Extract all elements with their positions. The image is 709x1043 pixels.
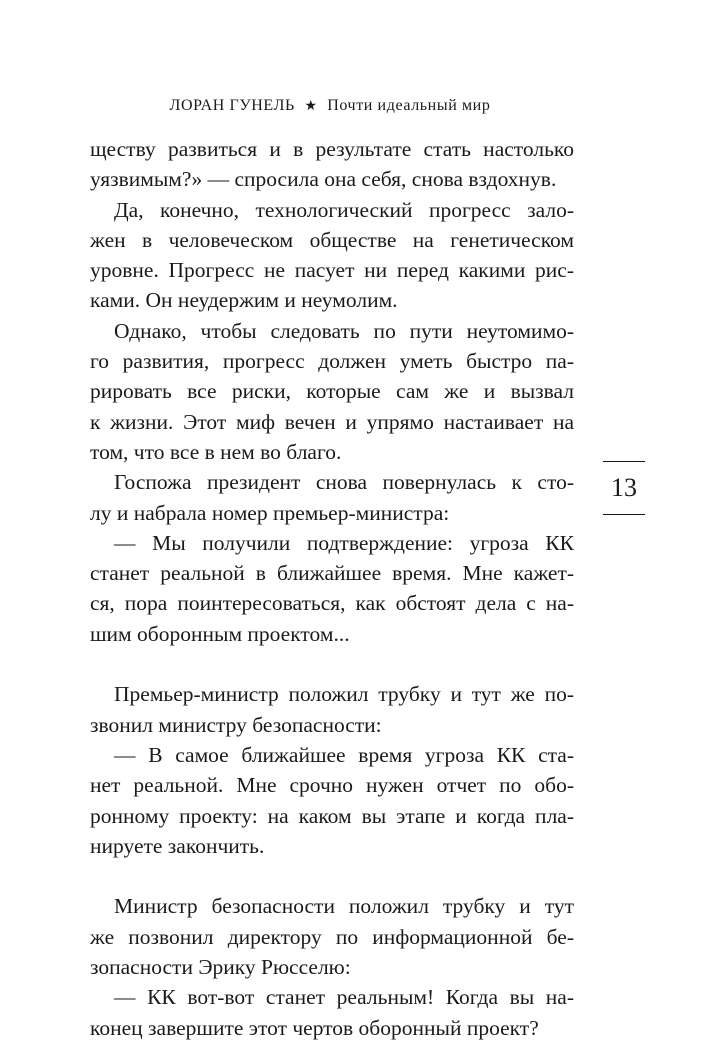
text-line: го развития, прогресс должен уметь быстро па- (90, 349, 574, 374)
text-line: же позвонил директору по информационной бе- (90, 924, 574, 949)
text-line: ронному проекту: на каком вы этапе и когда пла- (90, 803, 574, 828)
text-line: звонил министру безопасности: (90, 712, 382, 737)
text-line: том, что все в нем во благо. (90, 439, 342, 464)
running-header (90, 97, 570, 115)
text-line: — КК вот-вот станет реальным! Когда вы на- (114, 985, 574, 1010)
paragraph (90, 467, 574, 528)
text-line: Госпожа президент снова повернулась к сто- (114, 470, 574, 495)
text-line: лу и набрала номер премьер-министра: (90, 500, 450, 525)
text-line: ществу развиться и в результате стать настолько (90, 137, 574, 161)
text-line: ся, пора поинтересоваться, как обстоят дела с на- (90, 591, 574, 616)
text-line: — Мы получили подтверждение: угроза КК (114, 530, 574, 555)
paragraph-gap (90, 649, 574, 679)
text-line: нируете закончить. (90, 833, 265, 858)
paragraph (90, 316, 574, 467)
text-line: ками. Он неудержим и неумолим. (90, 288, 398, 313)
header-author: ЛОРАН ГУНЕЛЬ (169, 97, 295, 114)
star-icon: ★ (304, 99, 318, 114)
paragraph (90, 891, 574, 982)
paragraph (90, 134, 574, 195)
text-line: жен в человеческом обществе на генетическом (90, 227, 574, 252)
page-number: 13 (611, 473, 637, 502)
text-line: Однако, чтобы следовать по пути неутомимо- (114, 318, 574, 343)
header-book-title: Почти идеальный мир (327, 97, 491, 114)
paragraph-gap (90, 861, 574, 891)
text-line: уязвимым?» — спросила она себя, снова вздохнув. (90, 167, 557, 192)
paragraph (90, 195, 574, 316)
text-line: Да, конечно, технологический прогресс зало- (114, 197, 574, 222)
text-line: нет реальной. Мне срочно нужен отчет по обо- (90, 773, 574, 798)
text-line: к жизни. Этот миф вечен и упрямо настаивает на (90, 409, 574, 434)
text-line: конец завершите этот чертов оборонный проект? (90, 1015, 539, 1040)
text-line: — В самое ближайшее время угроза КК ста- (114, 742, 574, 767)
paragraph (90, 740, 574, 861)
paragraph (90, 982, 574, 1043)
text-line: Премьер-министр положил трубку и тут же по- (114, 682, 574, 707)
text-line: рировать все риски, которые сам же и вызвал (90, 379, 574, 404)
body-text (90, 134, 574, 1043)
text-line: шим оборонным проектом... (90, 621, 350, 646)
text-line: Министр безопасности положил трубку и тут (114, 894, 574, 919)
paragraph (90, 528, 574, 649)
paragraph (90, 679, 574, 740)
page-number-box (603, 461, 645, 515)
text-line: уровне. Прогресс не пасует ни перед какими рис- (90, 258, 574, 283)
text-line: станет реальной в ближайшее время. Мне кажет- (90, 561, 574, 586)
text-line: зопасности Эрику Рюсселю: (90, 955, 351, 980)
